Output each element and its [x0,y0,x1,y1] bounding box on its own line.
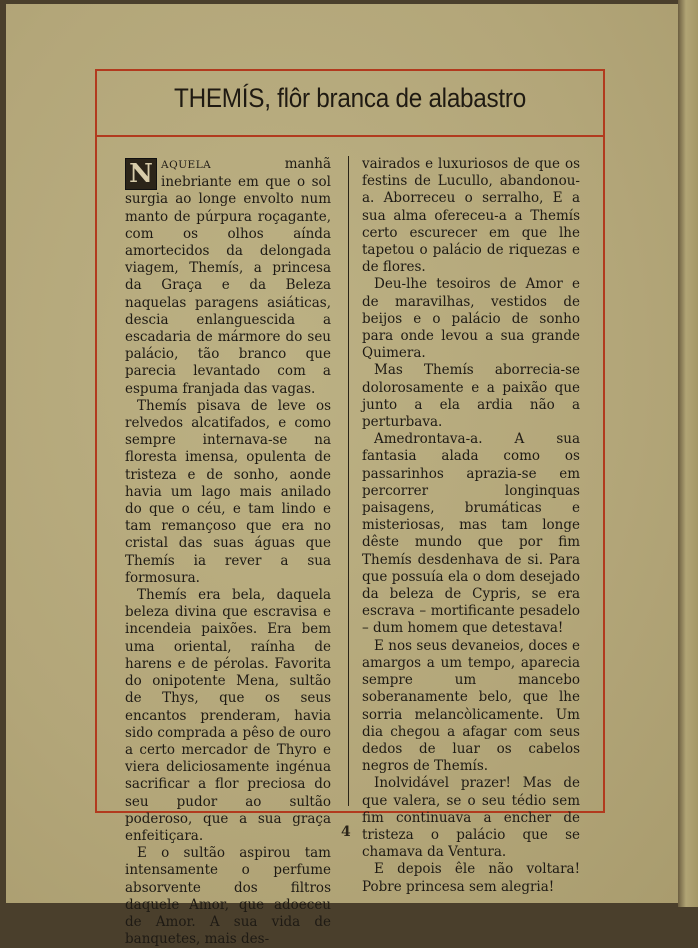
paragraph-7: Amedrontava-a. A sua fantasia alada como os passarinhos aprazia-se em percorrer longinquas paisagens, brumáticas e misteriosas, mas tam longe dêste mundo que por fim Themís desdenhava de si. Para que possuía ela o dom desejado da beleza de Cypris, se era escrava – mortificante pesadelo – dum homem que detestava! [362,431,580,637]
paragraph-3: Themís era bela, daquela beleza divina que escravisa e incendeia paixões. Era bem uma oriental, raínha de harens e de pérolas. Favorita do onipotente Mena, sultão de Thys, que os seus encantos prenderam, havia sido comprada a pêso de ouro a certo mercador de Thyro e viera deliciosamente ingénua sacrificar a flor preciosa do seu pudor ao sultão poderoso, que a sua graça enfeitiçara. [125,587,331,844]
paragraph-2: Themís pisava de leve os relvedos alcatifados, e como sempre internava-se na floresta imensa, opulenta de tristeza e de sonho, aonde havia um lago mais anilado do que o céu, e tam lindo e tam remançoso que era no cristal das suas águas que Themís ia rever a sua formosura. [125,397,331,586]
adjacent-page-edge [678,0,698,907]
column-divider [348,156,349,806]
left-column [125,156,331,948]
paragraph-4: E o sultão aspirou tam intensamente o perfume absorvente dos filtros daquele Amor, que adoeceu de Amor. A sua vida de banquetes, mais des- [125,845,331,948]
paragraph-5: Deu-lhe tesoiros de Amor e de maravilhas, vestidos de beijos e o palácio de sonho para onde levou a sua grande Quimera. [362,276,580,362]
paragraph-9: Inolvidável prazer! Mas de que valera, se o seu tédio sem fim continuava a encher de tristeza o palácio que se chamava da Ventura. [362,775,580,861]
red-border-frame [95,69,605,948]
article-title: THEMÍS, flôr branca de alabastro [174,83,526,113]
paragraph-10: E depois êle não voltara! Pobre princesa sem alegria! [362,861,580,895]
magazine-page [6,4,678,948]
paragraph-6: Mas Themís aborrecia-se dolorosamente e a paixão que junto a ela ardia não a perturbava. [362,362,580,431]
paragraph-8: E nos seus devaneios, doces e amargos a um tempo, aparecia sempre um mancebo soberanamente belo, que lhe sorria melancòlicamente. Um dia chegou a afagar com seus dedos de luar os cabelos negros de Themís. [362,637,580,775]
paragraph-4-continued: vairados e luxuriosos de que os festins de Lucullo, abandonou-a. Aborreceu o serralho, E a sua alma ofereceu-a a Themís certo escurecer em que lhe tapetou o palácio de riquezas e de flores. [362,156,580,276]
title-band [97,71,603,137]
paragraph-1 [125,156,331,398]
page-number: 4 [341,824,351,840]
right-column [362,156,580,896]
first-word-smallcaps: AQUELA [161,159,212,171]
paragraph-1-text: manhã inebriante em que o sol surgia ao longe envolto num manto de púrpura roçagante, com os olhos aínda amortecidos da delongada viagem, Themís, a princesa da Graça e da Beleza naquelas paragens asiáticas, descia enlanguescida a escadaria de mármore do seu palácio, tão branco que parecia levantado com a espuma franjada das vagas. [125,156,331,397]
dropcap-letter: N [125,158,157,190]
